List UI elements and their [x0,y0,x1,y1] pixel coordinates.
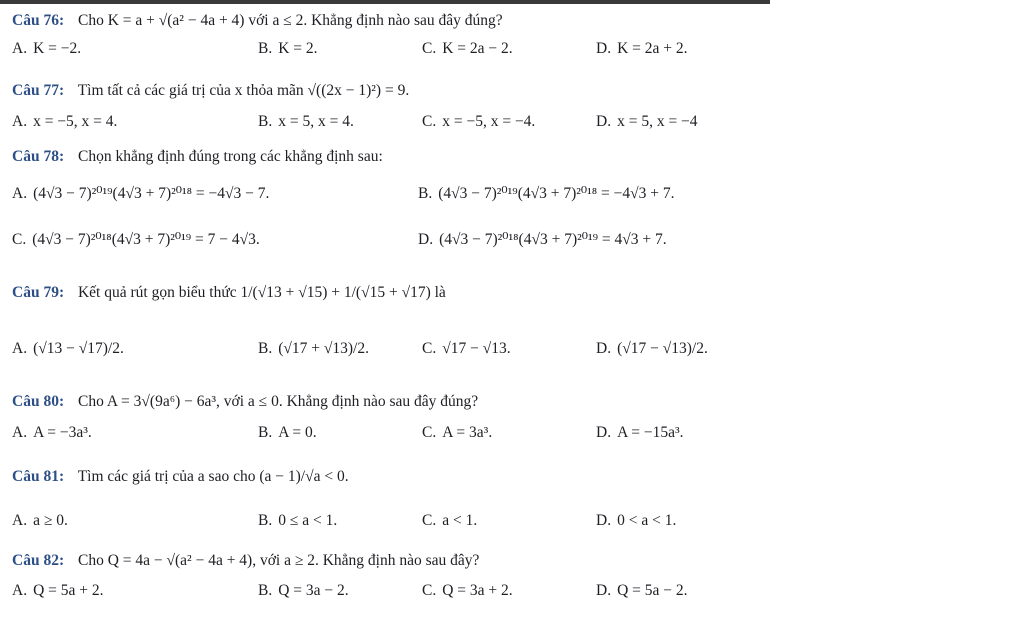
question-number: Câu 79: [12,284,65,301]
option-label: B. [258,512,273,529]
option-b[interactable] [258,424,317,442]
option-label: B. [258,40,273,57]
option-label: A. [12,185,28,202]
option-label: A. [12,424,28,441]
option-text: (√17 + √13)/2. [278,340,369,357]
question-number: Câu 82: [12,552,65,569]
option-text: A = 0. [278,424,317,441]
option-text: K = −2. [33,40,82,57]
option-c[interactable] [422,340,511,358]
question-number: Câu 76: [12,12,65,29]
option-label: B. [258,424,273,441]
option-label: B. [418,185,433,202]
option-b[interactable] [258,40,318,58]
option-c[interactable] [422,582,513,600]
option-label: A. [12,582,28,599]
option-text: Q = 5a + 2. [33,582,104,599]
option-label: D. [596,113,612,130]
option-a[interactable] [12,184,269,203]
option-text: K = 2. [278,40,318,57]
option-text: √17 − √13. [442,340,511,357]
option-text: 0 < a < 1. [617,512,677,529]
option-label: D. [596,424,612,441]
option-d[interactable] [596,582,688,600]
option-text: x = −5, x = −4. [442,113,536,130]
question-77 [12,82,409,100]
option-text: (√17 − √13)/2. [617,340,708,357]
option-label: D. [596,582,612,599]
option-text: x = 5, x = 4. [278,113,354,130]
question-stem: Cho K = a + √(a² − 4a + 4) với a ≤ 2. Khẳng định nào sau đây đúng? [77,12,503,29]
question-number: Câu 77: [12,82,65,99]
option-label: D. [418,231,434,248]
question-number: Câu 80: [12,393,65,410]
option-d[interactable] [596,512,676,530]
question-82 [12,552,479,570]
question-79 [12,284,446,302]
option-text: (4√3 − 7)²⁰¹⁸(4√3 + 7)²⁰¹⁹ = 7 − 4√3. [32,231,260,248]
option-label: C. [422,424,437,441]
option-text: x = −5, x = 4. [33,113,118,130]
option-text: a ≥ 0. [33,512,68,529]
option-c[interactable] [422,424,492,442]
option-c[interactable] [422,113,535,131]
option-b[interactable] [258,512,337,530]
option-a[interactable] [12,424,92,442]
option-label: D. [596,512,612,529]
question-80 [12,393,478,411]
question-stem: Tìm tất cả các giá trị của x thỏa mãn √((2x − 1)²) = 9. [77,82,410,99]
option-text: (√13 − √17)/2. [33,340,124,357]
option-label: B. [258,340,273,357]
option-label: A. [12,340,28,357]
option-text: 0 ≤ a < 1. [278,512,338,529]
option-label: C. [422,582,437,599]
option-text: a < 1. [442,512,478,529]
option-label: C. [422,340,437,357]
top-border [0,0,770,4]
question-stem: Kết quả rút gọn biểu thức 1/(√13 + √15) + 1/(√15 + √17) là [77,284,446,301]
option-text: A = 3a³. [442,424,493,441]
option-a[interactable] [12,113,117,131]
option-a[interactable] [12,582,104,600]
option-text: x = 5, x = −4 [617,113,698,130]
option-a[interactable] [12,340,124,358]
question-81 [12,468,349,486]
question-stem: Chọn khẳng định đúng trong các khẳng định sau: [77,148,383,165]
option-label: C. [422,512,437,529]
option-c[interactable] [422,512,477,530]
option-b[interactable] [258,582,349,600]
option-label: B. [258,113,273,130]
option-text: Q = 3a − 2. [278,582,349,599]
option-b[interactable] [418,184,675,203]
option-d[interactable] [596,340,708,358]
option-label: D. [596,340,612,357]
question-number: Câu 81: [12,468,65,485]
option-a[interactable] [12,512,68,530]
option-text: A = −15a³. [617,424,684,441]
option-label: A. [12,113,28,130]
question-number: Câu 78: [12,148,65,165]
option-label: A. [12,512,28,529]
question-78 [12,148,383,166]
option-label: C. [12,231,27,248]
question-stem: Cho A = 3√(9a⁶) − 6a³, với a ≤ 0. Khẳng định nào sau đây đúng? [77,393,479,410]
option-label: D. [596,40,612,57]
option-label: C. [422,40,437,57]
option-text: (4√3 − 7)²⁰¹⁹(4√3 + 7)²⁰¹⁸ = −4√3 − 7. [33,185,270,202]
option-text: A = −3a³. [33,424,92,441]
option-text: Q = 3a + 2. [442,582,513,599]
option-c[interactable] [12,230,260,249]
option-text: Q = 5a − 2. [617,582,688,599]
option-a[interactable] [12,40,81,58]
option-text: (4√3 − 7)²⁰¹⁸(4√3 + 7)²⁰¹⁹ = 4√3 + 7. [439,231,667,248]
option-c[interactable] [422,40,513,58]
option-d[interactable] [596,40,688,58]
option-label: B. [258,582,273,599]
question-stem: Tìm các giá trị của a sao cho (a − 1)/√a < 0. [77,468,349,485]
option-text: K = 2a + 2. [617,40,688,57]
option-text: (4√3 − 7)²⁰¹⁹(4√3 + 7)²⁰¹⁸ = −4√3 + 7. [438,185,675,202]
question-76 [12,12,503,30]
option-b[interactable] [258,113,354,131]
option-label: C. [422,113,437,130]
option-d[interactable] [418,230,667,249]
option-text: K = 2a − 2. [442,40,513,57]
option-d[interactable] [596,424,684,442]
option-b[interactable] [258,340,369,358]
option-label: A. [12,40,28,57]
question-stem: Cho Q = 4a − √(a² − 4a + 4), với a ≥ 2. Khẳng định nào sau đây? [77,552,480,569]
option-d[interactable] [596,113,698,131]
